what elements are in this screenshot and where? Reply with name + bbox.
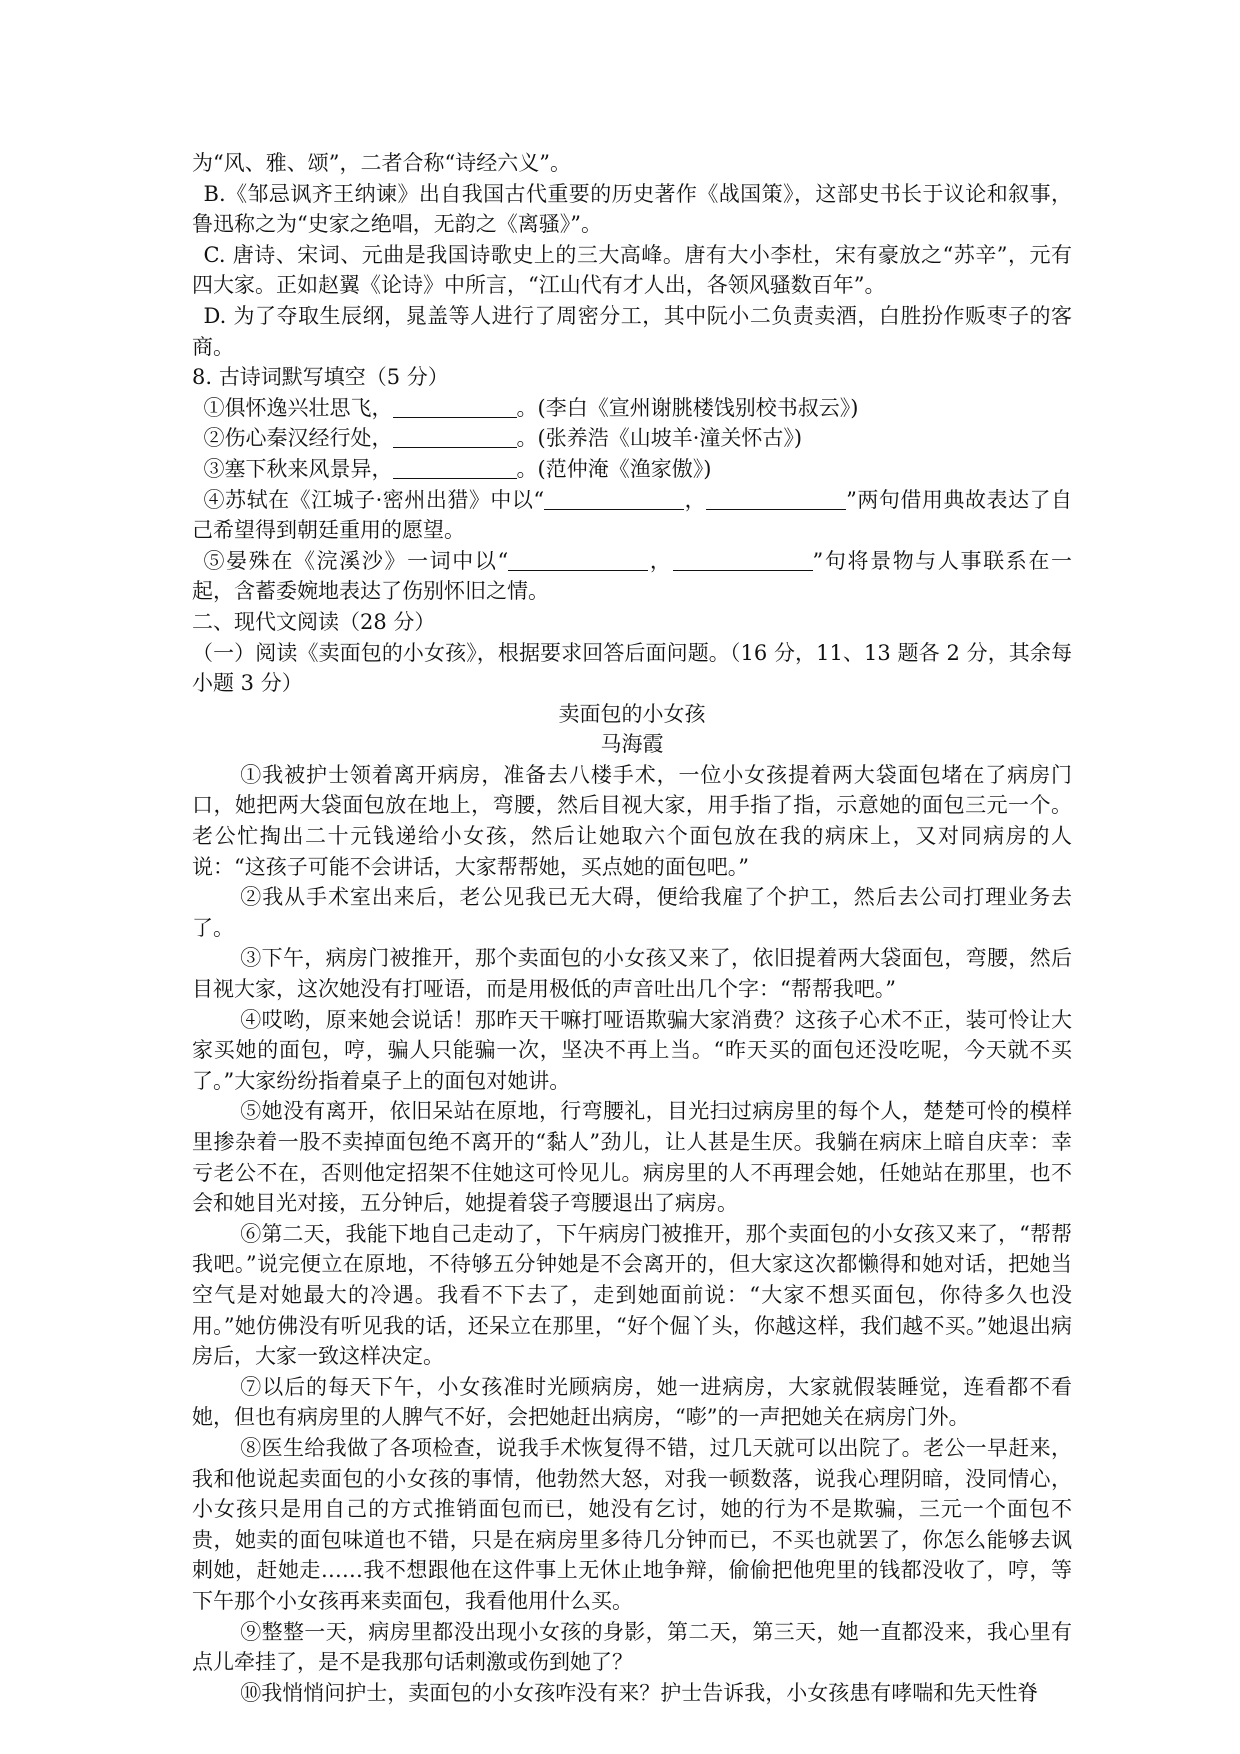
option-b: B.《邹忌讽齐王纳谏》出自我国古代重要的历史著作《战国策》，这部史书长于议论和叙事，鲁迅称之为“史家之绝唱，无韵之《离骚》”。 [192, 181, 1072, 237]
article-paragraph-2: ②我从手术室出来后，老公见我已无大碍，便给我雇了个护工，然后去公司打理业务去了。 [192, 885, 1072, 940]
exam-page [192, 148, 1072, 1708]
article-paragraph-9: ⑨整整一天，病房里都没出现小女孩的身影，第二天，第三天，她一直都没来，我心里有点儿牵挂了，是不是我那句话刺激或伤到她了？ [192, 1619, 1072, 1675]
option-c: C. 唐诗、宋词、元曲是我国诗歌史上的三大高峰。唐有大小李杜，宋有豪放之“苏辛”，元有四大家。正如赵翼《论诗》中所言，“江山代有才人出，各领风骚数百年”。 [192, 242, 1072, 298]
answer-blank[interactable] [673, 549, 813, 571]
poem-line-5: ⑤晏殊在《浣溪沙》一词中以“ ， ”句将景物与人事联系在一起，含蓄委婉地表达了伤别怀旧之情。 [192, 548, 1072, 604]
answer-blank[interactable] [393, 457, 517, 479]
article-paragraph-10: ⑩我悄悄问护士，卖面包的小女孩咋没有来？护士告诉我，小女孩患有哮喘和先天性脊 [240, 1680, 1039, 1705]
poem-line-3: ③塞下秋来风景异， 。(范仲淹《渔家傲》) [203, 456, 712, 481]
answer-blank[interactable] [393, 426, 517, 448]
article-paragraph-1: ①我被护士领着离开病房，准备去八楼手术，一位小女孩提着两大袋面包堵在了病房门口，她把两大袋面包放在地上，弯腰，然后目视大家，用手指了指，示意她的面包三元一个。老公忙掏出二十元钱递给小女孩，然后让她取六个面包放在我的病床上，又对同病房的人说：“这孩子可能不会讲话，大家帮帮她，买点她的面包吧。” [192, 762, 1072, 879]
article-paragraph-8: ⑧医生给我做了各项检查，说我手术恢复得不错，过几天就可以出院了。老公一早赶来，我和他说起卖面包的小女孩的事情，他勃然大怒，对我一顿数落，说我心理阴暗，没同情心，小女孩只是用自己的方式推销面包而已，她没有乞讨，她的行为不是欺骗，三元一个面包不贵，她卖的面包味道也不错，只是在病房里多待几分钟而已，不买也就罢了，你怎么能够去讽刺她，赶她走……我不想跟他在这件事上无休止地争辩，偷偷把他兜里的钱都没收了，哼，等下午那个小女孩再来卖面包，我看他用什么买。 [192, 1435, 1072, 1613]
article-paragraph-5: ⑤她没有离开，依旧呆站在原地，行弯腰礼，目光扫过病房里的每个人，楚楚可怜的模样里掺杂着一股不卖掉面包绝不离开的“黏人”劲儿，让人甚是生厌。我躺在病床上暗自庆幸：幸亏老公不在，否则他定招架不住她这可怜见儿。病房里的人不再理会她，任她站在那里，也不会和她目光对接，五分钟后，她提着袋子弯腰退出了病房。 [192, 1099, 1072, 1216]
article-paragraph-3: ③下午，病房门被推开，那个卖面包的小女孩又来了，依旧提着两大袋面包，弯腰，然后目视大家，这次她没有打哑语，而是用极低的声音吐出几个字：“帮帮我吧。” [192, 946, 1072, 1002]
poem-line-4: ④苏轼在《江城子·密州出猎》中以“ ， ”两句借用典故表达了自己希望得到朝廷重用的愿望。 [192, 487, 1072, 543]
poem-line-1: ①俱怀逸兴壮思飞， 。(李白《宣州谢朓楼饯别校书叔云》) [203, 395, 859, 420]
option-a-continued: 为“风、雅、颂”，二者合称“诗经六义”。 [192, 151, 571, 175]
section-2-title: 二、现代文阅读（28 分） [192, 609, 436, 634]
option-d: D. 为了夺取生辰纲，晁盖等人进行了周密分工，其中阮小二负责卖酒，白胜扮作贩枣子的客商。 [192, 303, 1072, 359]
section-2-instructions: （一）阅读《卖面包的小女孩》，根据要求回答后面问题。（16 分，11、13 题各 2 分，其余每小题 3 分） [192, 640, 1072, 696]
article-author: 马海霞 [600, 732, 664, 757]
answer-blank[interactable] [544, 488, 684, 510]
poem-line-2: ②伤心秦汉经行处， 。(张养浩《山坡羊·潼关怀古》) [203, 426, 803, 451]
question-8-title: 8. 古诗词默写填空（5 分） [192, 365, 449, 390]
article-title: 卖面包的小女孩 [558, 701, 706, 726]
article-paragraph-4: ④哎哟，原来她会说话！那昨天干嘛打哑语欺骗大家消费？这孩子心术不正，装可怜让大家买她的面包，哼，骗人只能骗一次，坚决不再上当。“昨天买的面包还没吃呢，今天就不买了。”大家纷纷指着桌子上的面包对她讲。 [192, 1007, 1072, 1093]
answer-blank[interactable] [508, 549, 648, 571]
article-paragraph-7: ⑦以后的每天下午，小女孩准时光顾病房，她一进病房，大家就假装睡觉，连看都不看她，但也有病房里的人脾气不好，会把她赶出病房，“嘭”的一声把她关在病房门外。 [192, 1374, 1072, 1430]
answer-blank[interactable] [706, 488, 846, 510]
answer-blank[interactable] [393, 396, 517, 418]
article-paragraph-6: ⑥第二天，我能下地自己走动了，下午病房门被推开，那个卖面包的小女孩又来了，“帮帮我吧。”说完便立在原地，不待够五分钟她是不会离开的，但大家这次都懒得和她对话，把她当空气是对她最大的冷遇。我看不下去了，走到她面前说：“大家不想买面包，你待多久也没用。”她仿佛没有听见我的话，还呆立在那里，“好个倔丫头，你越这样，我们越不买。”她退出病房后，大家一致这样决定。 [192, 1221, 1072, 1369]
